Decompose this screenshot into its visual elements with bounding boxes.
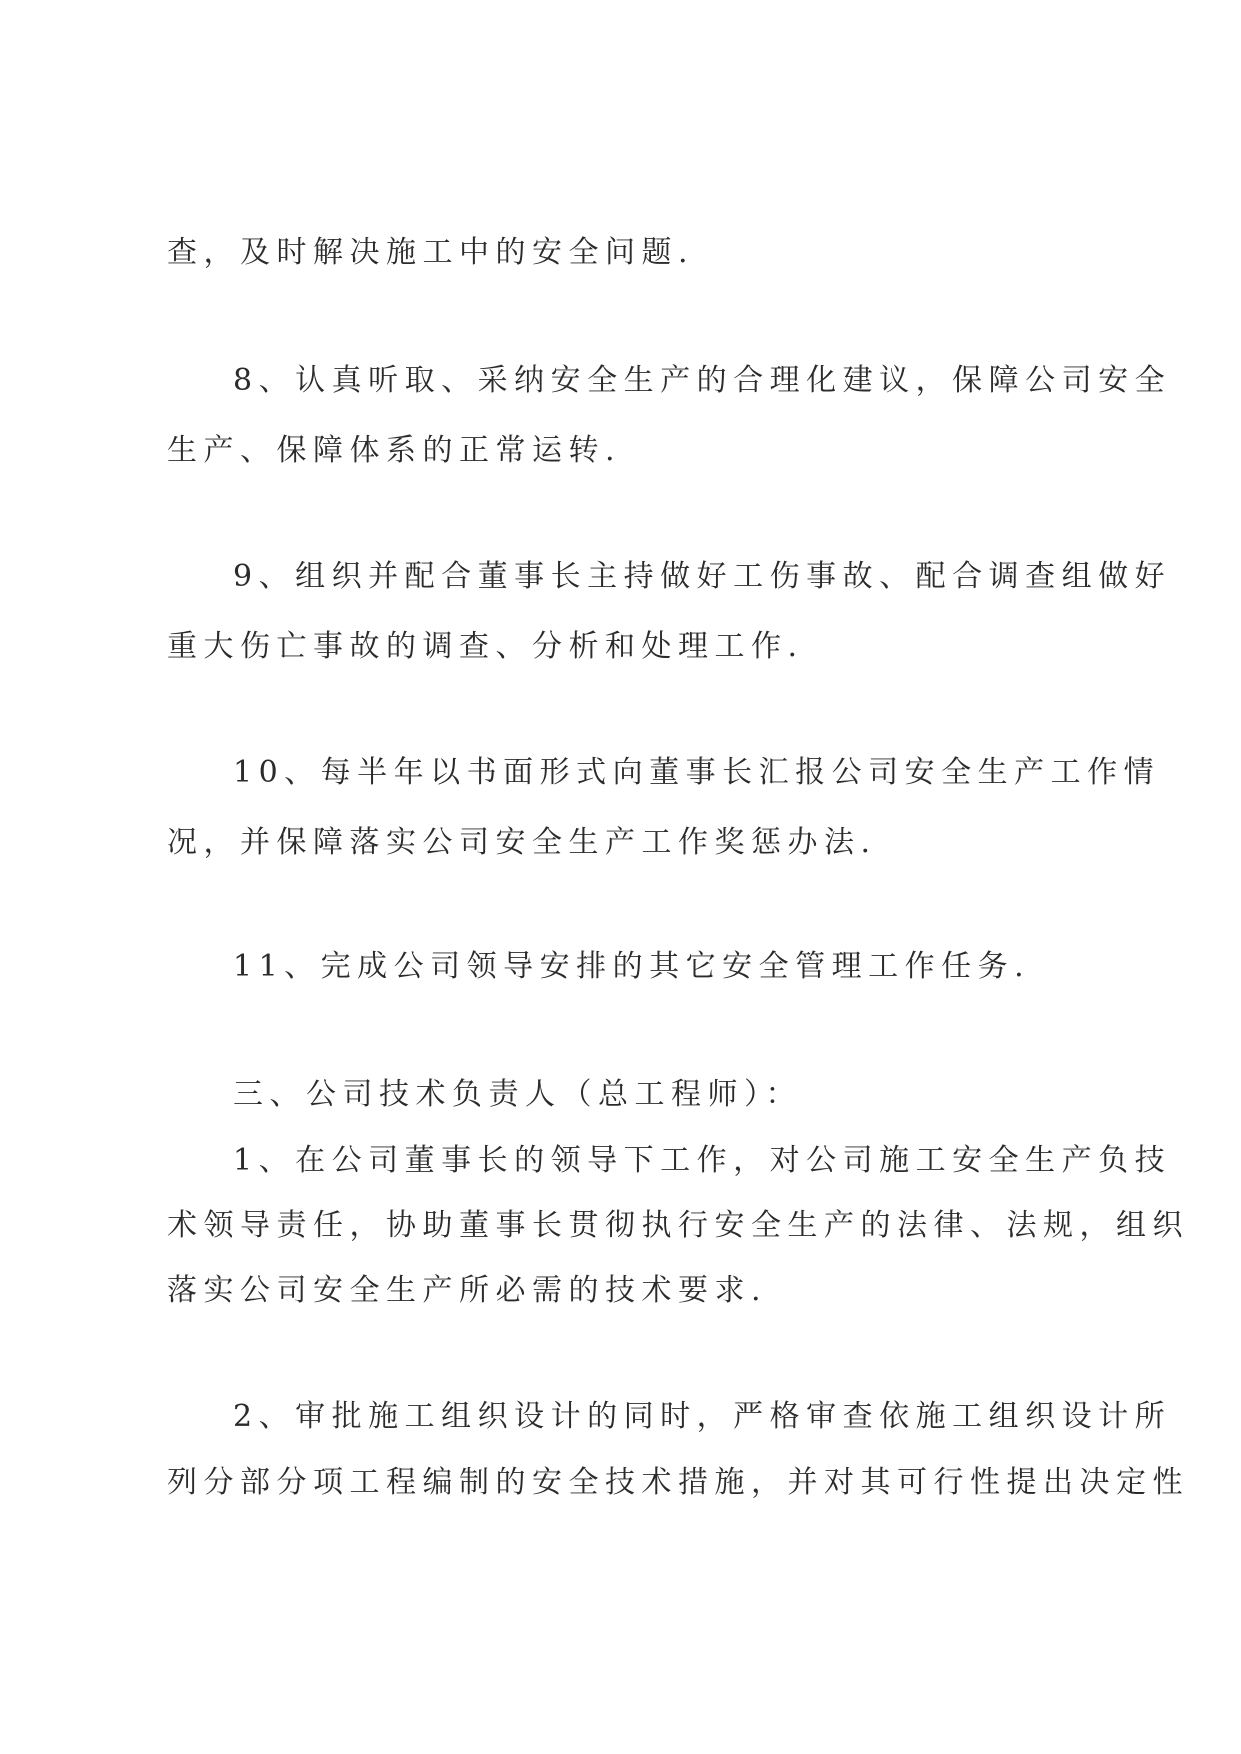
item-8-line-1: 8、认真听取、采纳安全生产的合理化建议，保障公司安全: [233, 363, 1172, 398]
item-9-line-1: 9、组织并配合董事长主持做好工伤事故、配合调查组做好: [233, 559, 1172, 594]
item-1-line-2: 术领导责任，协助董事长贯彻执行安全生产的法律、法规，组织: [167, 1208, 1189, 1243]
item-10-line-1: 10、每半年以书面形式向董事长汇报公司安全生产工作情: [233, 755, 1161, 790]
item-10-line-2: 况，并保障落实公司安全生产工作奖惩办法.: [167, 825, 877, 860]
text-line-continuation: 查，及时解决施工中的安全问题.: [167, 235, 695, 270]
section-heading: 三、公司技术负责人（总工程师）：: [233, 1077, 802, 1112]
item-2-line-2: 列分部分项工程编制的安全技术措施，并对其可行性提出决定性: [167, 1465, 1189, 1500]
item-1-line-3: 落实公司安全生产所必需的技术要求.: [167, 1273, 768, 1308]
item-8-line-2: 生产、保障体系的正常运转.: [167, 433, 622, 468]
item-9-line-2: 重大伤亡事故的调查、分析和处理工作.: [167, 629, 804, 664]
item-2-line-1: 2、审批施工组织设计的同时，严格审查依施工组织设计所: [233, 1399, 1172, 1434]
item-1-line-1: 1、在公司董事长的领导下工作，对公司施工安全生产负技: [233, 1143, 1172, 1178]
item-11-line-1: 11、完成公司领导安排的其它安全管理工作任务.: [233, 949, 1031, 984]
